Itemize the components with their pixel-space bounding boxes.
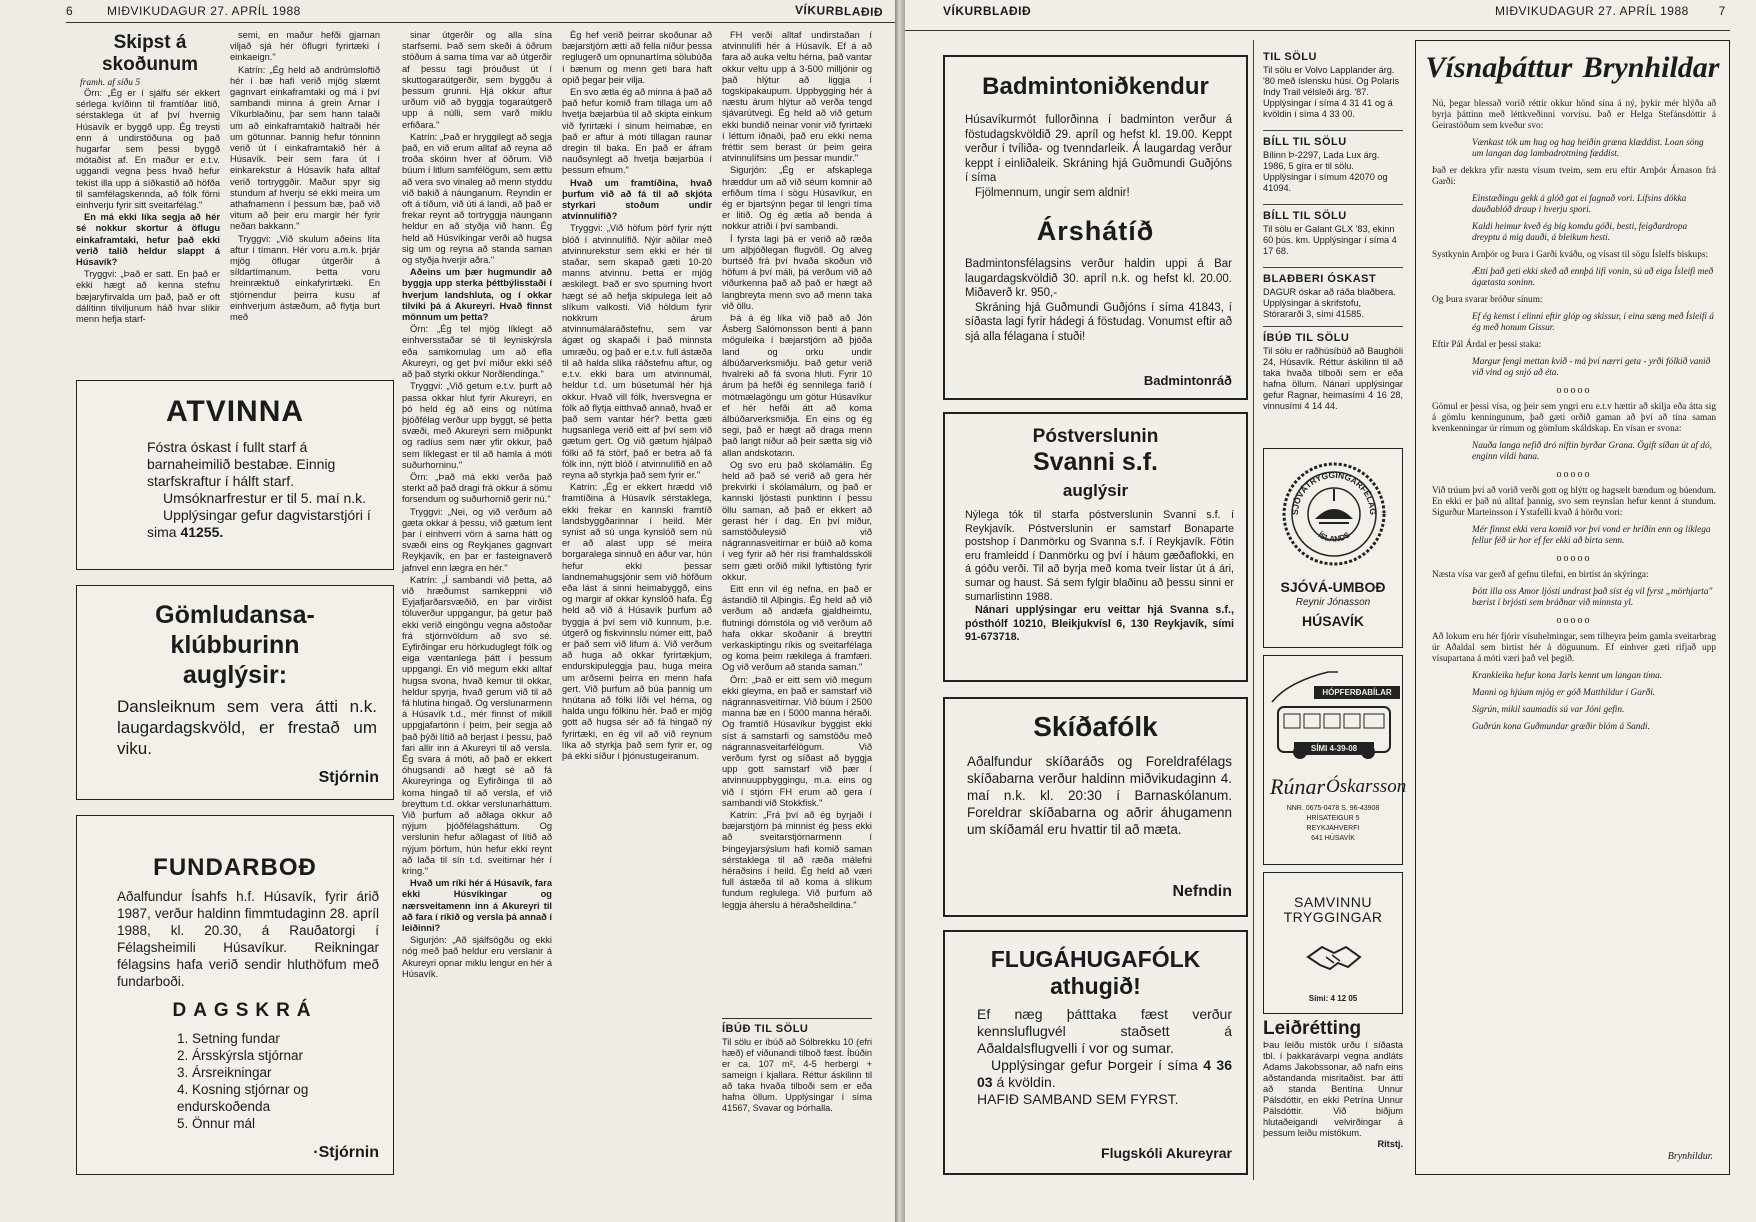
question: Hvað um framtíðina, hvað þurfum við að fá til að skjóta styrkari stoðum undir atvinnulífið?	[562, 177, 712, 222]
ad-skidafolk-sign: Nefndin	[1172, 883, 1232, 900]
sale-rule	[722, 1018, 872, 1019]
ad-skidafolk-text: Aðalfundur skíðaráðs og Foreldrafélags skíðabarna verður haldinn miðvikudaginn 4. maí n.k. kl. 20:30 í Barnaskólanum. Foreldrar skíðabarna og aðrir áhugamenn um skíðamál eru hvattir til að mæta.	[967, 754, 1232, 837]
left-page-number: 6	[66, 4, 74, 18]
paragraph: Ég hef verið þeirrar skoðunar að bæjarstjórn ætti að fella niður þessa reglugerð um opnunartíma sölubúða í bænum og menn geti bara haft opið þegar þeir vilja.	[562, 30, 712, 85]
article-column-3	[402, 30, 552, 1190]
ad-leidretting-text: Þau leiðu mistök urðu í síðasta tbl. í þakkarávarpi vegna andláts Adams Jakobssonar, að nafn eins aðstandanda misritaðist. Þar átti að standa Bentína Unnur Pálsdóttir, en ekki Petrína Unnur Pálsdóttir. Við biðjum hlutaðeigandi velvirðingar á þessum leiðu mistökum.	[1263, 1040, 1403, 1138]
ad-hopferd-sig1: Rúnar	[1270, 774, 1325, 799]
verse: Einstæðingu gekk á glóð gat ei fagnað vori. Lífsins dökka dauðablóð draup í hverju spori.	[1472, 194, 1687, 215]
ad-fundarbod-text: Aðalfundur Ísahfs h.f. Húsavík, fyrir árið 1987, verður haldinn fimmtudaginn 28. apríl 1988, kl. 20.30, á Rauðatorgi í Félagsheimili Húsavíkur. Reikningar félagsins hafa verið sendir hluthöfum með fundarboði.	[117, 889, 379, 989]
ad-arshatid-text4: Skráning hjá Guðmundi Guðjóns í síma 41843, í síðasta lagi fyrir hádegi á föstudag. Vonumst eftir að sjá alla félagana í stuði!	[965, 301, 1232, 343]
paragraph: Eitt enn vil ég nefna, en það er ástandið til Alþingis. Ég held að við verðum að andæfa gjaldheimtu, flutningi dómstóla og við verðum að hafa okkar skoðanir á breyttri verkaskiptingu ríkis og sveitarfélaga og koma þeim rækilega á framfæri. Og við verðum að standa saman."	[722, 583, 872, 673]
poem-paragraph: Eftir Pál Árdal er þessi staka:	[1432, 340, 1542, 350]
ad-samvinnu-name2: TRYGGINGAR	[1283, 909, 1383, 925]
smaaugl-text: Bílinn Þ-2297, Lada Lux árg. 1986, 5 gíra er til sölu. Upplýsingar í símum 42070 og 41094.	[1263, 150, 1388, 193]
agenda-item: 5. Önnur mál	[177, 1116, 256, 1131]
ad-leidretting	[1263, 1018, 1403, 1150]
ad-ibud-title: ÍBÚÐ TIL SÖLU	[722, 1023, 809, 1035]
paragraph: Katrín: „Ég held að andrúmsloftið hér í bæ hafi verið mjög slæmt gagnvart einkaframtaki og má í því sambandi minna á grein Arnar í Víkurblaðinu, þar sem hann talaði um að einkaframtakið haltraði hér um götunnar. Þannig hefur tónninn verið út í einkaframtakið hér á Húsavík. Þeir sem fara út í einkarekstur á Húsavík hafa alltaf verið tortryggðir. Maður spyr sig stundum af hverju sé ekki meira um athafnamenn í þessum bæ, það við vitum að þeir eru margir hér fyrir neðan bakkann."	[230, 64, 380, 232]
ad-ibud-text: Til sölu er íbúð að Sólbrekku 10 (efri hæð) ef viðunandi tilboð fæst. Íbúðin er ca. 107 m², 4-5 herbergi + sameign í kjallara. Réttur áskilinn til að taka hvaða tilboði sem er eða hafna öllum. Upplýsingar í síma 41567, Svavar og Þórhalla.	[722, 1037, 872, 1113]
sjova-seal-bottom: ÍSLANDS	[1316, 530, 1352, 544]
poem-paragraph: Nú, þegar blessað vorið réttir okkur hönd sína á ný, þykir mér hlýða að byrja þáttinn með léttkveðinni vorvísu. Það er Helga Stefánsdóttir á Geirastöðum sem kveður svo:	[1432, 99, 1716, 131]
ad-flug-phone: 4 36 03	[977, 1057, 1232, 1090]
separator: ooooo	[1556, 553, 1592, 564]
column-rule	[1253, 40, 1254, 1180]
question: En má ekki líka segja að hér sé nokkur skortur á öflugu einkaframtaki, hefur það ekki verið talið heldur slappt á Húsavík?	[76, 212, 220, 268]
visnathattur-box	[1415, 40, 1730, 1175]
ad-badminton	[943, 55, 1248, 400]
ad-badminton-text2: Fjölmennum, ungir sem aldnir!	[975, 186, 1130, 199]
ad-flug-title2: athugið!	[1050, 973, 1141, 999]
ad-postverslun-title3: auglýsir	[1062, 481, 1129, 500]
ad-gomludansa-title2: klúbburinn	[170, 631, 300, 659]
smaaugl-title: TIL SÖLU	[1263, 51, 1317, 63]
poem-paragraph: Og Þura svarar bróður sínum:	[1432, 295, 1543, 305]
ad-atvinna-text1: Fóstra óskast í fullt starf á barnaheimilið bestabæ. Einnig starfskraftur í hálft starf.	[147, 439, 336, 489]
separator: ooooo	[1556, 469, 1592, 480]
ad-badminton-sign: Badmintonráð	[1143, 373, 1232, 388]
ad-skidafolk-title: Skíðafólk	[1033, 711, 1158, 742]
ad-postverslun-title2: Svanni s.f.	[1032, 448, 1159, 476]
right-header-rule	[905, 30, 1730, 31]
paragraph: Og svo eru það skólamálin. Ég held að það sé verið að gera hér þrekvirki í skólamálum, og það er kannski ljóstasti punktinn í þessu öllu saman, að það er ekkert að gerast hér í dag. En því miður, samstöðuleysið við nágrannasveitirnar er búið að koma í veg fyrir að hér risi framhaldsskóli sem gæti orðið mikil lyftistöng fyrir okkur.	[722, 459, 872, 582]
ad-flug-text3: á kvöldin.	[996, 1074, 1056, 1090]
smaaugl-text: Til sölu er Galant GLX '83, ekinn 60 þús. km. Upplýsingar í síma 4 17 68.	[1263, 224, 1397, 256]
verse: Ef ég kemst í elinni eftir glóp og skissur, í eina sæng með Ísleifi á ég með honum Gissur.	[1472, 312, 1714, 333]
paragraph: FH verði alltaf undirstaðan í atvinnulífi hér á Húsavík. Ef á að fara að auka veltu hérna, það vantar okkur veltu upp á 3-500 milljónir og það hlýtur að liggja í togskipakaupum. Uppbygging hér á næstu árum hlýtur að verða tengd sjávarútvegi. Ég held að við getum ekki bundið neinar vonir við fyrirtæki í léttum iðnaði, það eru ekki nema fréttir sem berast úr þeim geira atvinnulífsins um þessar mundir."	[722, 30, 872, 164]
ad-gomludansa-text: Dansleiknum sem vera átti n.k. laugardagskvöld, er frestað um viku.	[117, 697, 377, 758]
agenda-item: 2. Ársskýrsla stjórnar	[177, 1048, 304, 1063]
paragraph: Örn: „Ég tel mjög líklegt að einhversstaðar sé til leyniskýrsla eða samkomulag um að efla Akureyri, og get því miður ekki séð að það styrki okkur Norðlendinga."	[402, 324, 552, 380]
right-page	[905, 0, 1756, 1222]
paragraph: Örn: „Það má ekki verða það sterkt að það dragi frá okkur á sömu forsendum og suðurhornið gerir nú."	[402, 471, 552, 505]
agenda-item: 3. Ársreikningar	[177, 1065, 272, 1080]
separator: ooooo	[1556, 385, 1592, 396]
paragraph: En svo ætla ég að minna á það að það hefur komið fram tillaga um að hvetja bæjarbúa til að skipta einkum við fyrirtæki í sinum heimabæ, en það er aftur á móti tillagan raunar dregin til baka. En það er áfram nauðsynlegt að hvetja bæjarbúa í þessum efnum."	[562, 87, 712, 176]
smaaugl-title: ÍBÚÐ TIL SÖLU	[1263, 332, 1350, 344]
paragraph: sinar útgerðir og alla sína starfsemi. Það sem skeði á öðrum stöðum á sama tíma var að útgerðir af þessu tagi þróuðust út í skuttogaraútgerðir, sem byggðu á þessum grunni. Hjá okkur aftur urðum við að byggja togaraútgerð upp á núlli, sem varð miklu erfiðara."	[402, 30, 552, 130]
paragraph: Katrín: „Það er hryggilegt að segja það, en við erum alltaf að reyna að troða skóinn hver af öðrum. Við búum í litlum samfélögum, sem ættu að vera svo vinaleg að menn styddu við bakið á náunganum. Reyndin er oft á tíðum, við úti á landi, að það er frekar reynt að tortryggja náungann heldur en að styðja við hann. Ég held að Húsvíkingar verði að hugsa sig um og reyna að standa saman og styðja hverjir aðra."	[402, 131, 552, 266]
smaaugl-text: Til sölu er raðhúsíbúð að Baughóli 24, Húsavík. Réttur áskilinn til að taka hvaða tilboði sem er eða hafna öllum. Nánari upplýsingar gefur Ragnar, heimasími 4 16 28, vinnusími 4 14 44.	[1263, 346, 1403, 411]
ad-fundarbod-agenda	[77, 1030, 393, 1132]
verse: Mér finnst ekki vera komið vor því vond er hríðin enn og líklega fellur féð úr hor ef fer ekki að birta senn.	[1472, 525, 1711, 546]
ad-ibud-til-solu-left	[722, 1024, 872, 1114]
ad-hopferd-phone: SÍMI 4-39-08	[1294, 742, 1374, 755]
ad-hopferd-addr1: HRÍSATEIGUR 5	[1306, 815, 1360, 822]
ad-fundarbod-title: FUNDARBOÐ	[153, 854, 317, 881]
ad-samvinnu-name1: SAMVINNU	[1294, 894, 1372, 910]
poem-paragraph: Það er dekkra yfir næstu vísum tveim, sem eru eftir Arnþór Árnason frá Garði:	[1432, 166, 1716, 187]
question: Aðeins um þær hugmundir að byggja upp sterka þéttbýlisstaði í hverjum landshluta, og í okkar tilviki þá á Akureyri. Hvað finnst mönnum um þetta?	[402, 267, 552, 323]
verse: Ætti það geti ekki skeð að ennþá lifi vonin, sú að eiga Ísleifi með ágætasta soninn.	[1472, 267, 1714, 288]
article-title: Skipst á skoðunum	[101, 32, 199, 75]
right-page-header	[1495, 4, 1726, 18]
ad-samvinnu	[1263, 872, 1403, 1014]
paragraph: semi, en maður hefði gjarnan viljað sjá hér öflugri fyrirtæki í einkaeign."	[230, 30, 380, 63]
smaaugl-title: BÍLL TIL SÖLU	[1263, 136, 1347, 148]
ad-flug-text2: Upplýsingar gefur Þorgeir í síma	[991, 1057, 1198, 1073]
ad-atvinna-body	[77, 429, 393, 541]
verse: Sigrún, mikil saumadís sú var Jóni gefin.	[1472, 705, 1625, 715]
smaaugl-item	[1263, 130, 1403, 194]
ad-samvinnu-phone: Sími: 4 12 05	[1308, 994, 1358, 1003]
ad-hopferd	[1263, 655, 1407, 865]
ad-atvinna-text2: Umsóknarfrestur er til 5. maí n.k.	[163, 490, 367, 506]
ad-sjova-town: HÚSAVÍK	[1302, 613, 1364, 629]
page-gutter	[895, 0, 905, 1222]
ad-sjova-person: Reynir Jónasson	[1295, 597, 1371, 608]
ad-postverslun-text: Nýlega tók til starfa póstverslunin Svanni s.f. í Reykjavík. Póstverslunin er samstarf Bonaparte postshop í Danmörku og Svanna s.f. í Reykjavík. Fötin eru framleidd í Danmörku og því í háum gæðaflokki, en á góðu verði. Til að byrja með koma tveir listar út á ári, sumar og haust. Sá sem fylgir blaðinu að þessu sinni er sumarlistinn 1988.	[965, 509, 1234, 603]
ad-arshatid-text3: Badmintonsfélagsins verður haldin uppi á Bar laugardagskvöldið 30. apríl n.k. og hefst kl. 20.00. Miðaverð kr. 950,-	[965, 258, 1232, 299]
paragraph: Tryggvi: „Nei, og við verðum að gæta okkar á þessu, við gætum lent þar í einhverri vörn á sama hátt og svæði eins og Reykjanes gagnvart Reykjavík, en þar er fasteignaverð jafnvel enn lægra en hér."	[402, 506, 552, 573]
left-page-date: MIÐVIKUDAGUR 27. APRÍL 1988	[107, 4, 301, 18]
ad-leidretting-title: Leiðrétting	[1263, 1018, 1362, 1039]
ad-postverslun-title1: Póstverslunin	[1032, 426, 1159, 447]
agenda-item: 1. Setning fundar	[177, 1031, 280, 1046]
paragraph: Örn: „Ég er í sjálfu sér ekkert sérlega kvíðinn til framtíðar litið, sérstaklega út af því hvernig Húsavík er byggð upp. Ég treysti enn á undirstöðuna og það hugarfar sem þessi byggð mótaðist af. En maður er e.t.v. uggandi vegna þess hvað hefur tekist illa upp á síðkastið að höfða til samfélagskennda, að fólk förni einhverju fyrir sitt sveitarfélag."	[76, 88, 220, 211]
paragraph: Í fyrsta lagi þá er verið að ræða um alþjóðlegan flugvöll. Og alveg burtséð frá því hvaða skoðun við höfum á því máli, þá verðum við að viðurkenna það að það er hægt að langbreyta menn svo að menn taka við öllu.	[722, 233, 872, 311]
article-column-4	[562, 30, 712, 1190]
ad-arshatid-title: Árshátíð	[1036, 216, 1155, 246]
ad-gomludansa-title	[77, 600, 393, 690]
ad-leidretting-sign: Ritstj.	[1377, 1139, 1403, 1149]
poem-paragraph: Gömul er þessi vísa, og þeir sem yngri eru e.t.v hættir að skilja eða átta sig á gömlu kenningunum, það gæti orðið gaman að því að tína saman kvenkenningar úr rímum og gömlum skáldskap. En vísan er svona:	[1432, 402, 1716, 434]
verse: Vænkast tók um hug og hag heiðin græna klæddist. Loan söng um langan dag lambadrottning fæddist.	[1472, 138, 1704, 159]
paragraph: Sigurjón: „Að sjálfsögðu og ekki nóg með það heldur eru verslanir á Akureyri opnar miklu lengur en hér á Húsavík.	[402, 935, 552, 979]
ad-badminton-body	[945, 101, 1246, 200]
smaaugl-column	[1263, 52, 1403, 412]
poem-paragraph: Næsta vísa var gerð af gefnu tilefni, en birtist án skýringa:	[1432, 570, 1649, 580]
verse: Nauða langa nefið dró niftin byrðar Grana. Ögift síðan út af dó, enginn vildi hana.	[1472, 441, 1712, 462]
ad-gomludansa-title3: auglýsir:	[182, 661, 288, 689]
ad-gomludansa-sign: Stjórnin	[318, 769, 379, 786]
poem-paragraph: Systkynin Arnþór og Þura í Garði kváðu, og vísast til sögu Íslelfs biskups:	[1432, 250, 1709, 260]
article-continued: framh. af síðu 5	[80, 78, 141, 88]
verse: Þótt illa oss Amor ljósti undrast það síst ég vil fyrst „mörhjarta" bærist í brjósti sem bráðnar við minnsta yl.	[1472, 587, 1713, 608]
visnathattur-body	[1432, 99, 1716, 1139]
ad-atvinna	[76, 380, 394, 570]
verse: Margur fengi mettan kvið - má því nærri geta - yrði fólkið vanið við vind og snjó að éta.	[1472, 357, 1711, 378]
ad-badminton-title: Badmintoniðkendur	[982, 73, 1209, 100]
paragraph: Tryggvi: „Við skulum aðeins líta aftur í tímann. Hér voru a.m.k. þrjár mjög öflugar útgerðir á síldartímanum. Þetta voru hreinræktuð einkafyrirtæki. En stjórnendur þeirra kusu af einhverjum ástæðum, að flytja burt með	[230, 233, 380, 323]
ad-sjova	[1263, 448, 1403, 648]
ad-arshatid-body	[945, 247, 1246, 344]
ad-atvinna-phone: 41255.	[180, 524, 224, 540]
paragraph: Örn: „Það er eitt sem við megum ekki gleyma, en það er samstarf við nágrannasveitirnar. Við búum í 2500 manna bæ en í 5000 manna héraði. Og framtíð Húsavíkur byggist ekki síst á samstarfi og samstöðu með nágrannasveitarfélögum. Við verðum fyrst og síðast að byggja upp gott samstarf við þær í atvinnuuppbyggingu, m.a. eins og við í stjórn FH erum að gera í sambandi við Stokkfisk."	[722, 674, 872, 808]
paragraph: Sigurjón: „Ég er afskaplega hræddur um að við séum komnir að erfiðum tíma í sögu Húsavíkur, en ég er bjartsýnn þegar til lengri tíma er litið. Og ég ætla að benda á nokkur atriði í því sambandi.	[722, 165, 872, 232]
article-column-1	[76, 88, 220, 371]
visnathattur-title1: Vísnaþáttur	[1425, 51, 1573, 84]
ad-postverslun-text2: Nánari upplýsingar eru veittar hjá Svanna s.f., pósthólf 10210, Bleikjukvísl 6, 130 Reykjavík, sími 91-673718.	[965, 604, 1234, 644]
smaaugl-title: BLAÐBERI ÓSKAST	[1263, 273, 1377, 285]
visnathattur-sign: Brynhildur.	[1667, 1151, 1713, 1162]
ad-gomludansa	[76, 585, 394, 800]
separator: ooooo	[1556, 615, 1592, 626]
smaaugl-title: BÍLL TIL SÖLU	[1263, 210, 1347, 222]
ad-flug-sign: Flugskóli Akureyrar	[1101, 1145, 1232, 1161]
sjova-seal-icon	[1279, 459, 1389, 569]
verse: Guðrún kona Guðmundar græðir blóm á Sandi.	[1472, 722, 1650, 732]
visnathattur-title2: Brynhildar	[1582, 51, 1720, 84]
ad-hopferd-addr2: REYKJAHVERFI	[1306, 825, 1360, 832]
ad-postverslun	[943, 412, 1248, 682]
question: Hvað um ríki hér á Húsavík, fara ekki Húsvíkingar og nærsveitamenn inn á Akureyri til að fara í ríkið og versla þá annað í leiðinni?	[402, 878, 552, 934]
ad-hopferd-banner: HÓPFERÐABÍLAR	[1314, 686, 1400, 699]
handshake-icon	[1304, 937, 1364, 977]
poem-paragraph: Að lokum eru hér fjórir vísuhelmingar, sem tilheyra þeim gamla sveitarbrag úr Aðaldal sem birtist hér á döguunum. Ef einhver gæti rifjað upp vísupartana á móti væri það vel þegið.	[1432, 632, 1716, 664]
paragraph: Tryggvi: „Það er satt. En það er ekki hægt að kenna stefnu bæjaryfirvalda um það, það er oft dálítinn tilviljunum háð hvar slíkir menn hefja starf-	[76, 269, 220, 325]
ad-flug-title1: FLUGÁHUGAFÓLK	[990, 946, 1201, 972]
ad-hopferd-addr	[1264, 804, 1402, 844]
left-running-head: VÍKURBLAÐIÐ	[794, 2, 884, 20]
ad-hopferd-nnr: NNR. 0675-0478 S. 96-43908	[1286, 805, 1380, 812]
ad-atvinna-text3: Upplýsingar gefur dagvistarstjóri í sima	[147, 507, 371, 540]
sjova-seal-top: SJÓVÁTRYGGINGARFÉLAG	[1289, 469, 1379, 516]
ad-flug	[943, 930, 1248, 1175]
left-page-header	[66, 4, 301, 18]
ad-fundarbod-agenda-title: DAGSKRÁ	[172, 1000, 318, 1021]
smaaugl-text: DAGUR óskar að ráða blaðbera. Upplýsingar á skrifstofu, Stórагarði 3, sími 41585.	[1263, 287, 1396, 319]
smaaugl-text: Til sölu er Volvo Lapplander árg. '80 með íslensku húsi. Og Polaris Indy Trail vélsleði árg. '87. Upplýsingar í síma 4 31 41 og á kvöldin í síma 4 33 00.	[1263, 65, 1400, 119]
right-page-number: 7	[1718, 4, 1726, 18]
article-column-5	[722, 30, 872, 1010]
poem-paragraph: Við trúum því að vorið verði gott og hlýtt og hagsælt bændum og búendum. En ekki er það nú alltaf þannig, svo sem reynslan hefur kennt á stundum. Sigurður Marteinsson í Ystafelli kvað á hörðu vori:	[1432, 486, 1716, 518]
ad-hopferd-addr3: 641 HÚSAVÍK	[1311, 835, 1355, 842]
ad-sjova-name: SJÓVÁ-UMBOÐ	[1280, 579, 1386, 595]
ad-fundarbod-sign: ·Stjórnin	[313, 1144, 379, 1161]
ad-samvinnu-name	[1264, 895, 1402, 925]
ad-flug-text: Ef næg þátttaka fæst verður kennsluflugvél staðsett á Aðaldalsflugvelli í vor og sumar.	[977, 1006, 1232, 1056]
verse: Kaldi heimur kveð ég bíg komdu góði, besti, feigðardropa dreyptu á mig dauði, á bleikum hesti.	[1472, 222, 1688, 243]
verse: Manni og hjúum mjög er góð Matthildur í Garði.	[1472, 688, 1656, 698]
visnathattur-title	[1416, 51, 1729, 85]
verse: Krankleika hefur kona Jarls kennt um langan tíma.	[1472, 671, 1663, 681]
ad-flug-body	[945, 1000, 1246, 1108]
right-page-date: MIÐVIKUDAGUR 27. APRÍL 1988	[1495, 4, 1689, 18]
paragraph: Tryggvi: „Við getum e.t.v. þurft að passa okkar hlut fyrir Akureyri, en þó held ég að eins og nútíma þjóðfélag verður upp byggt, sé þetta svæði, með Akureyri sem miðpunkt og radíus sem nær yfir okkur, það sem líklegast er til að hamla á móti suðurhorninu."	[402, 381, 552, 470]
article-title-block	[80, 32, 220, 88]
paragraph: Katrín: „Ég er ekkert hrædd við framtíðina á Húsavík sérstaklega, ekki frekar en kannski framtíð landsbyggðarinnar í heild. Mér synist að sú unga kynslóð sem nú er að alast upp sé meira borgaralega sinnuð en áður var, hún hefur ekki þessar landnemahugsjónir sem við höfðum eða lást á sinni heimabyggð, eins og margir af okkar kynslóð hafa. Ég held að við á Húsavík þurfum að byggja á því sem við kunnum, þ.e. útgerð og fiskvinnslu númer eitt, það er það sem við lifum á. Við verðum að huga að okkar fyrirtækjum, endurskipuleggja þau, huga meira um arðsemi þeirra en menn hafa gert. Við þurfum að búa þannig um hnútana að fólki líði vel hérna, og halda ungu fólkinu hér. Það er mjög gott að hugsa sér að fá hingað ný fyrirtæki, en ég vil að við reynum líka að styrkja það sem fyrir er, og þá ekki síður í þjónustugeiranum.	[562, 482, 712, 761]
header-rule	[66, 22, 895, 23]
article-column-2	[230, 30, 380, 371]
paragraph: Tryggvi: „Við höfum þörf fyrir nýtt blóð í atvinnulífið. Nýir aðilar með atvinnurekstur sem ekki er hér til staðar, sem skapað gæti 10-20 manns atvinnu. Þetta er mjög æskilegt. Það er svo spurning hvort hægt sé að hefja skipulega leit að slíkum valkosti. Við höldum fyrir nokkrum árum atvinnumálaráðstefnu, sem var ágæt og skapaði í það minnsta umræðu, og það er e.t.v. full ástæða til að halda slíka ráðstefnu aftur, og e.t.v. ekki bara um atvinnumál, heldur t.d. um búsetumál hér hjá okkur. Hvað vill fólk, hversvegna er fólk að flytja eitthvað annað, hvað er það sem vantar hér? Þetta gæti hugsanlega verið eitt af því sem við gætum gert. Og við gætum hjálpað fólki að fá störf, það er betra að fá fólk inn, nýtt blóð í atvinnulífið en að reyna að styrkja það sem fyrir er."	[562, 223, 712, 480]
ad-hopferd-sig2: Óskarsson	[1326, 776, 1407, 797]
ad-badminton-text1: Húsavíkurmót fullorðinna í badminton verður á föstudagskvöldið 29. apríl og hefst kl. 19.00. Keppt verður í tvíliða- og tvenndarleik. Á laugardag verður keppt í einliðaleik. Skráning hjá Guðmundi Guðjóns í síma	[965, 114, 1232, 184]
ad-flug-text4: HAFIÐ SAMBAND SEM FYRST.	[977, 1091, 1179, 1107]
smaaugl-item	[1263, 326, 1403, 412]
smaaugl-item	[1263, 267, 1403, 320]
right-running-head: VÍKURBLAÐIÐ	[943, 4, 1032, 18]
ad-gomludansa-title1: Gömludansa-	[155, 601, 315, 629]
paragraph: Katrín: „Frá því að ég byrjaði í bæjarstjórn þá minnist ég þess ekki að sveitarstjórnarmenn í Þingeyjarsýslum hafi komið saman sérstaklega til að ræða málefni héraðsins í heild. Ég held að væri full ástæða til að koma á slíkum fundum reglulega. Við þurfum að leggja áherslu á héraðsheildina."	[722, 810, 872, 910]
paragraph: Katrín: „Í sambandi við þetta, að við hræðumst samkeppni við Eyjafjarðarsvæðið, en þar virðist töluverður uppgangur, þá getur það ekki verið eingöngu vegna aðstoðar frá stjórnvöldum að svo sé. Eyfirðingar eru hörkuduglegt fólk og eiga væntanlega þátt í þessum uppgangi. En við megum ekki alltaf hugsa svona, hvað kemur til okkar, heldur spyrja, hvað gerum við til að fá hlutina hingað. Og verslunarmenn á Húsavík t.d., mér finnst of mikill uppgjafartónn í þeim, þeir segja að það þýði lítið að berjast í þessu, það fari allir inn á Akureyri til að versla. Ég svara á móti, að það er ekkert óhugsandi að hægt sé að fá Akureyringa og Eyfirðinga til að koma hingað til að versla, ef við breyttum t.d. okkar verslunarháttum. Við þurfum að aðlaga okkur að nýjum þjóðfélagsháttum. Og verslunin hefur aðlagast of lítið að nýjum þörfum, hún hefur ekki reynt að laða til sín t.d. sveitirnar hér í kring."	[402, 574, 552, 877]
agenda-item: 4. Kosning stjórnar og endurskoðenda	[177, 1082, 309, 1114]
ad-fundarbod	[76, 815, 394, 1175]
ad-atvinna-title: ATVINNA	[165, 395, 305, 428]
smaaugl-item	[1263, 204, 1403, 257]
ad-skidafolk	[943, 697, 1248, 917]
paragraph: Þá á ég líka við það að Jón Ásberg Salómonsson benti á þann möguleika í bæjarstjórn að þjóða land og orku undir álbúðarverksmiðju. Það getur verið hvalreki að fá svona hluti. Fyrir 10 árum þá hefði ég sennilega farið í mótmælagöngu um götur Húsavíkur ef hér hefði átt að koma álbúðarverksmiðja. En eins og ég segi, það er hægt að draga menn það langt niður að þeir sætta sig við allan andskotann.	[722, 313, 872, 458]
svg-text:ÍSLANDS	[1316, 530, 1352, 544]
smaaugl-item	[1263, 52, 1403, 120]
